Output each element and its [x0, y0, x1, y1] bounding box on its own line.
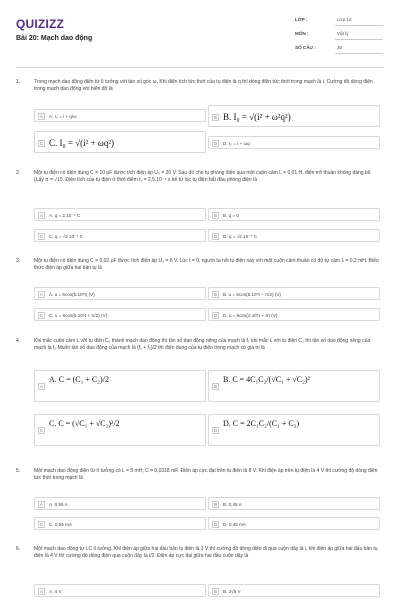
option-c[interactable] [34, 229, 206, 242]
option-text: B. 0,45 A [223, 501, 242, 507]
option-text: A. C = (C₁ + C₂)/2 [49, 375, 109, 384]
option-c[interactable] [34, 414, 206, 446]
option-letter: C [39, 233, 44, 239]
option-text: C. u = 6cos(5.10⁵t + π/2) (V) [49, 312, 108, 318]
option-text: A. q = 2.10⁻⁴ C [49, 212, 81, 218]
option-letter: B [212, 588, 219, 595]
question-1 [16, 79, 386, 159]
option-letter: A [38, 113, 45, 120]
question-5 [16, 468, 386, 536]
option-letter: C [39, 140, 44, 146]
question-text: Một mạch dao động điện từ lí tưởng có L = 5 mH; C = 0,0318 mF. Điện áp cực đại trên tụ điện là 8 V. Khi điện áp trên tụ điện là 4 V thì cường độ dòng điện tức thời trong mạch là [34, 468, 378, 481]
question-text: Trong mạch dao động điện từ lí tưởng với tần số góc ω. Khi điện tích tức thời của tụ điện là q thì dòng điện tức thời trong mạch là i. Cường độ dòng điện trong mạch dao động với biên độ là [34, 79, 373, 92]
option-letter: B [212, 383, 219, 390]
option-a[interactable] [34, 497, 206, 510]
quizizz-logo: QUIZIZZ [16, 17, 65, 31]
option-d[interactable] [208, 229, 380, 242]
option-a[interactable] [34, 584, 206, 597]
option-letter: A [38, 501, 45, 508]
option-text: C. q = √3.10⁻⁴ C [49, 233, 84, 239]
meta-label: LỚP : [295, 17, 308, 22]
question-text: Một tụ điện có điện dung C = 0,02 μF được tích điện áp U₀ = 6 V. Lúc t = 0, người ta nối tụ điện này với một cuộn cảm thuần có độ tự cảm L = 0,2 mH. Biểu thức điện áp giữa hai bản tụ là [34, 258, 379, 271]
option-c[interactable] [34, 308, 206, 321]
worksheet-title: Bài 20: Mạch dao động [16, 35, 93, 42]
question-text: Một mạch dao động tự LC lí tưởng. Khi điện áp giữa hai đầu bản tụ điện là 2 V thì cường độ dòng điện đi qua cuộn dây là i, khi điện áp giữa hai đầu bản tụ điện là 4 V thì cường độ dòng điện qua cuộn dây là i/2. Điện áp cực đại giữa hai đầu cuộn dây là [34, 546, 378, 559]
question-number: 5. [16, 468, 21, 474]
option-text: D. u = 6cos(2.10⁵t + π) (V) [223, 312, 278, 318]
option-d[interactable] [208, 517, 380, 530]
option-text: D. 0,45 mA [223, 521, 246, 527]
question-text: Một tụ điện có điện dung C = 10 μF được tích điện áp U₀ = 20 V. Sau đó cho tụ phóng điện qua một cuộn cảm L = 0,01 H, điện trở thuần không đáng kể. (Lấy π = √10. Điện tích của tụ điện ở thời điểm t₁ = 2,5.10⁻⁴ s kể từ lúc tụ điện bắt đầu phóng điện là [34, 170, 372, 183]
option-letter: B [212, 501, 219, 508]
option-letter: C [39, 312, 44, 318]
option-text: C. C = (√C₁ + √C₂)²/2 [49, 419, 120, 428]
option-letter: C [39, 428, 44, 433]
meta-value: Lớp 12 [337, 17, 352, 22]
option-letter: D [213, 140, 218, 146]
question-number: 6. [16, 546, 21, 552]
option-b[interactable] [208, 105, 380, 127]
worksheet-header [0, 0, 400, 72]
option-letter: D [213, 521, 218, 527]
option-letter: A [38, 588, 45, 595]
option-letter: B [212, 212, 219, 219]
option-text: A. 4 V [49, 588, 62, 594]
option-text: D. I₀ = i + ωq [223, 140, 250, 146]
question-number: 1. [16, 79, 21, 85]
question-4 [16, 338, 386, 460]
option-text: B. C = 4C₁C₂/(√C₁ + √C₂)² [223, 375, 310, 384]
question-number: 3. [16, 258, 21, 264]
option-a[interactable] [34, 370, 206, 402]
option-d[interactable] [208, 414, 380, 446]
option-b[interactable] [208, 287, 380, 300]
option-a[interactable] [34, 208, 206, 221]
meta-underline [335, 25, 383, 26]
question-number: 4. [16, 338, 21, 344]
option-letter: B [212, 114, 219, 121]
header-divider [16, 67, 384, 68]
meta-label: SỐ CÂU : [295, 45, 316, 50]
option-text: B. q = 0 [223, 212, 239, 218]
option-c[interactable] [34, 517, 206, 530]
question-number: 2. [16, 170, 21, 176]
option-text: C. 0,55 mA [49, 521, 72, 527]
option-text: A. 0,55 A [49, 501, 68, 507]
meta-label: MÔN : [295, 31, 309, 36]
option-b[interactable] [208, 370, 380, 402]
option-text: A. u = 6cos(5.10⁵t) (V) [49, 291, 95, 297]
option-letter: B [212, 291, 219, 298]
option-text: B. u = 6cos(5.10⁵t − π/2) (V) [223, 291, 281, 297]
option-letter: A [38, 383, 45, 390]
option-text: D. q = √2.10⁻⁴ C [223, 233, 258, 239]
meta-value: 30 [337, 45, 343, 50]
meta-underline [335, 53, 383, 54]
option-text: B. 2√5 V [223, 588, 241, 594]
meta-underline [335, 39, 383, 40]
meta-value: Vật lý [337, 31, 349, 36]
option-letter: D [213, 312, 218, 318]
option-text: B. I₀ = √(i² + ω²q²) [223, 112, 291, 122]
option-a[interactable] [34, 287, 206, 300]
question-3 [16, 258, 386, 328]
option-text: C. I₀ = √(i² + ωq²) [49, 138, 115, 148]
option-d[interactable] [208, 308, 380, 321]
option-c[interactable] [34, 131, 206, 153]
option-letter: D [213, 428, 218, 433]
question-text: Khi mắc cuộn cảm L với tụ điện C₁ thành mạch dao động thì tần số dao động riêng của mạch là f₁ khi mắc L với tụ điện C₂ thì tần số dao động riêng của mạch là f₂ Muốn tần số dao động của mạch là (f₁ + f₂)/2 thì điện dung của tụ điện trong mạch có giá trị là [34, 338, 371, 351]
option-d[interactable] [208, 136, 380, 149]
option-letter: A [38, 212, 45, 219]
option-letter: C [39, 521, 44, 527]
option-b[interactable] [208, 497, 380, 510]
option-b[interactable] [208, 584, 380, 597]
option-letter: D [213, 233, 218, 239]
question-2 [16, 170, 386, 250]
option-text: A. I₀ = i + q/ω [49, 113, 77, 119]
option-letter: A [38, 291, 45, 298]
option-text: D. C = 2C₁C₂/(C₁ + C₂) [223, 419, 300, 428]
option-a[interactable] [34, 109, 206, 122]
question-6 [16, 546, 386, 600]
option-b[interactable] [208, 208, 380, 221]
